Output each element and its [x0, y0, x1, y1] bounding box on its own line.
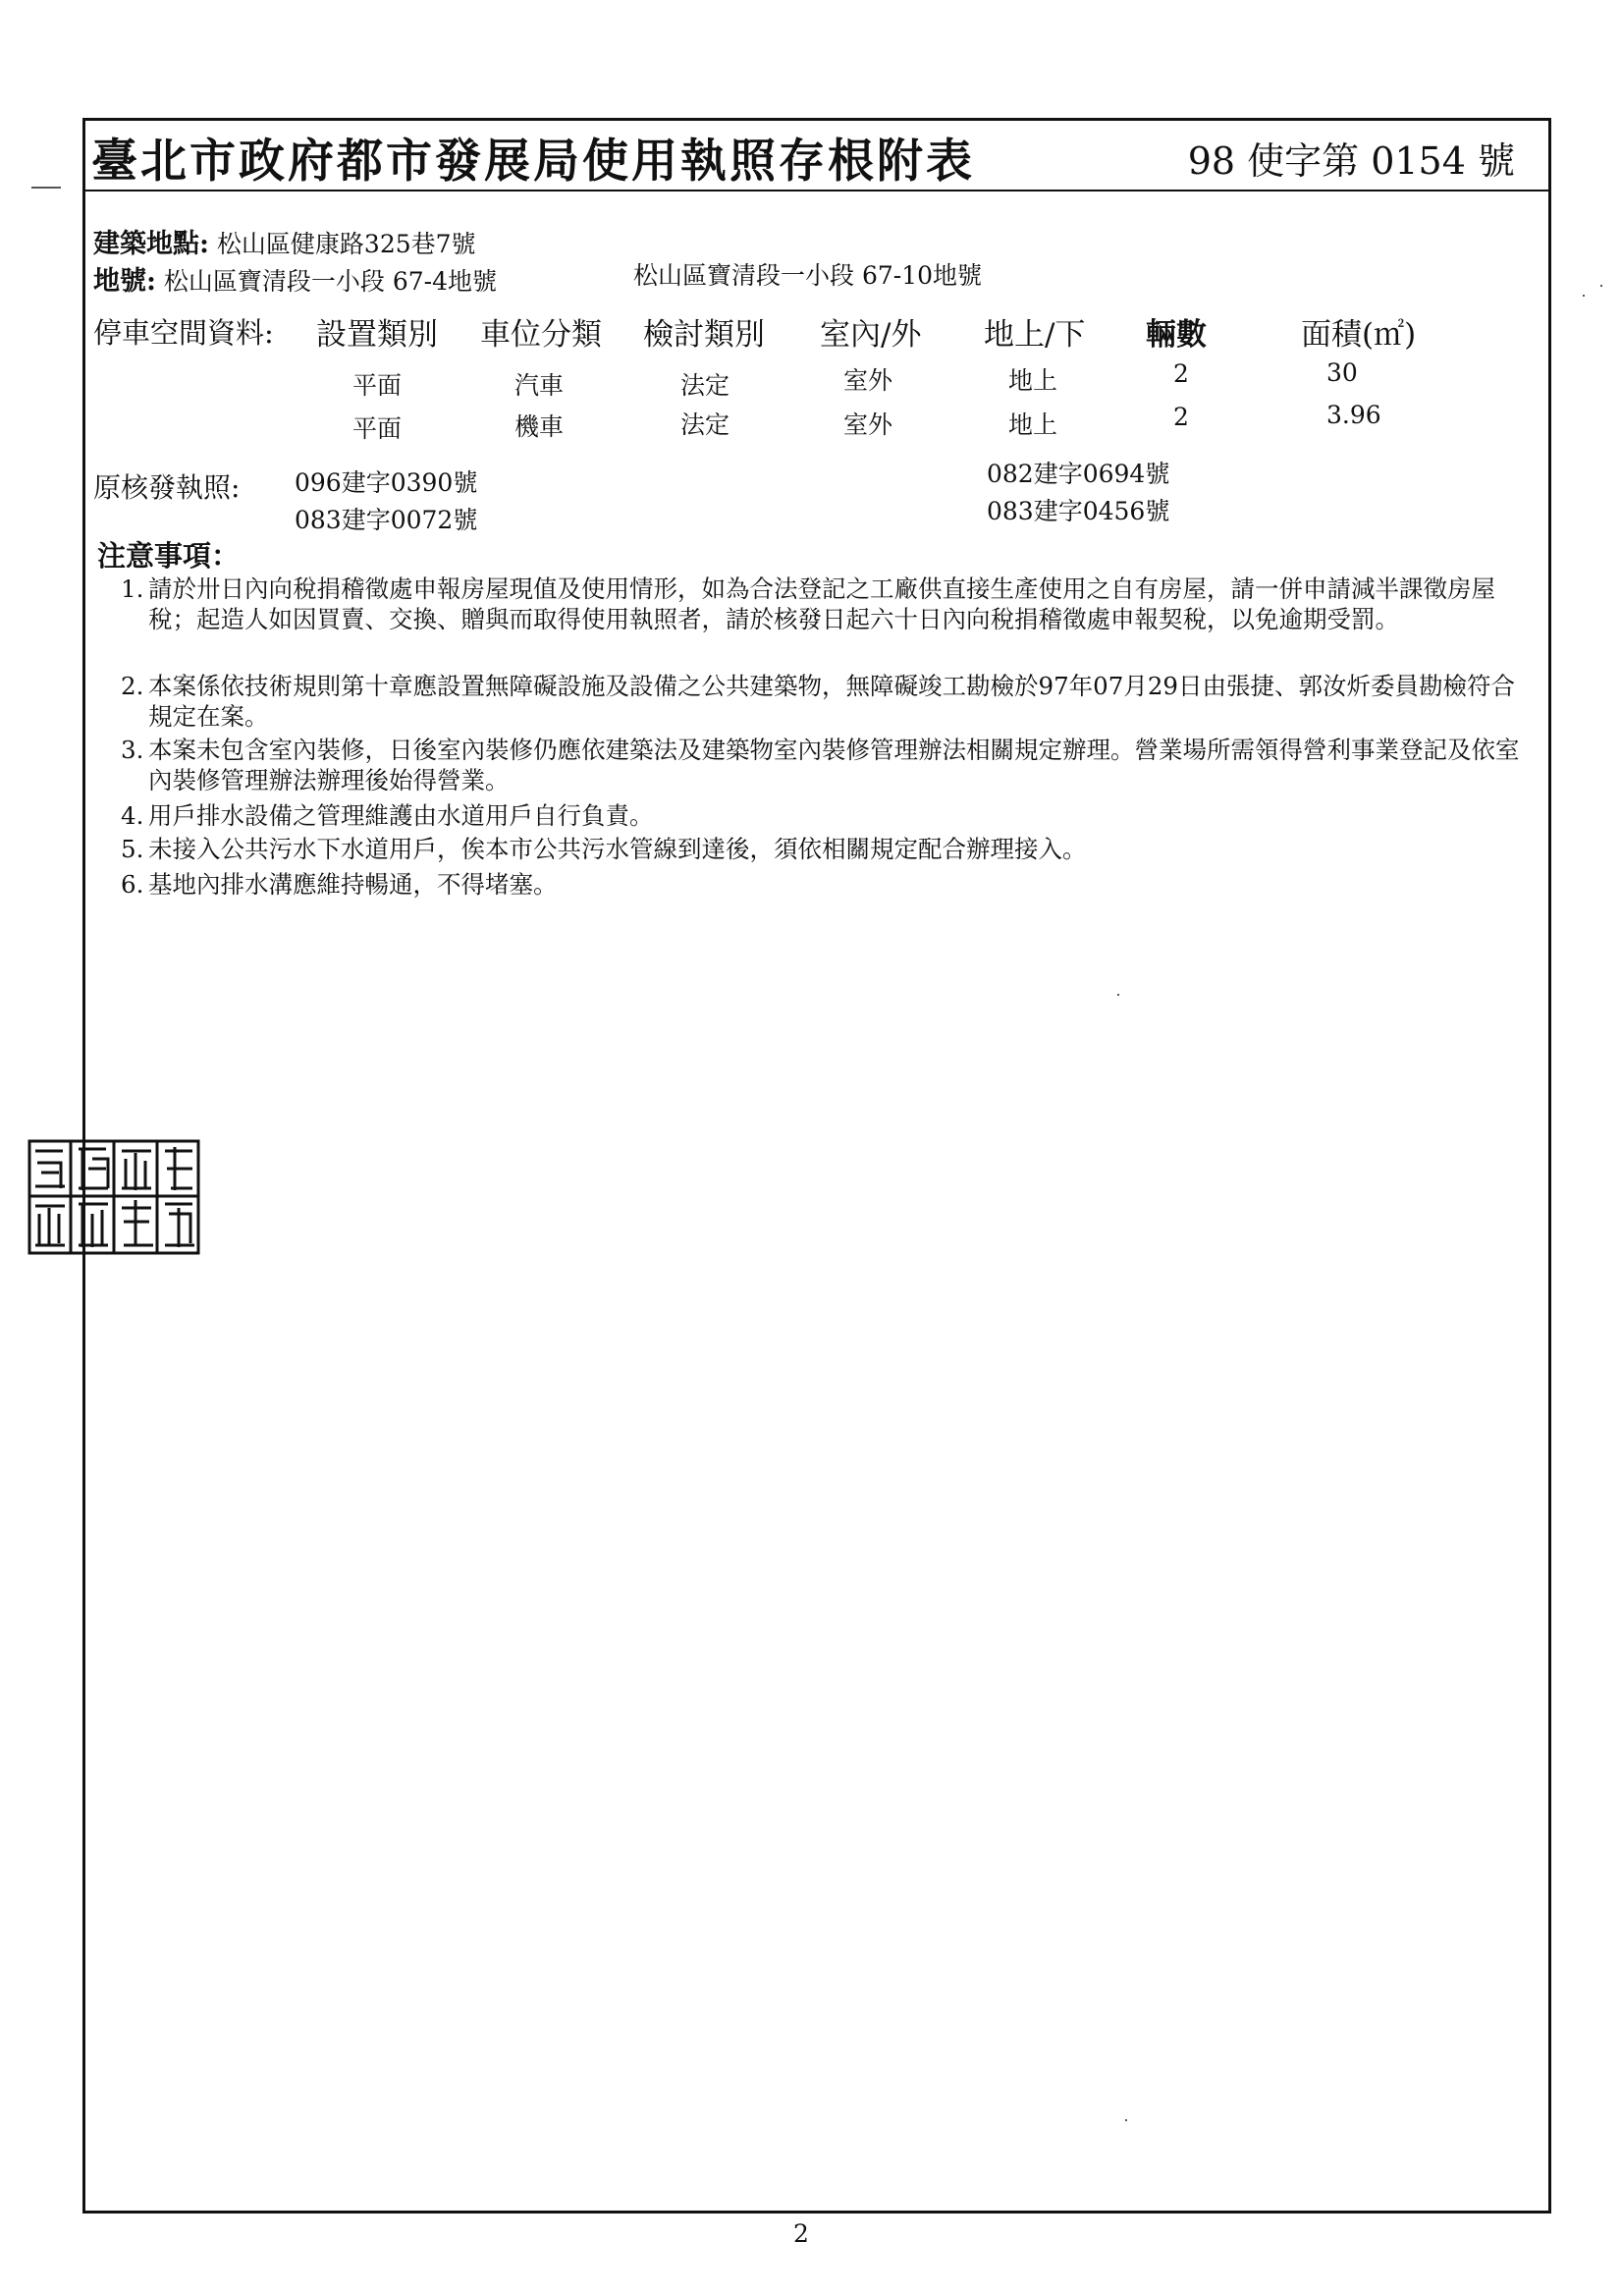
parking-cell: 法定 — [680, 371, 730, 400]
note-text: 基地內排水溝應維持暢通，不得堵塞。 — [148, 870, 558, 899]
parking-label: 停車空間資料: — [93, 316, 274, 350]
note-text: 未接入公共污水下水道用戶，俟本市公共污水管線到達後，須依相關規定配合辦理接入。 — [148, 835, 1087, 863]
note-number: 1. — [121, 574, 144, 603]
note-item — [121, 671, 1535, 732]
official-seal-stamp — [27, 1139, 200, 1255]
note-text: 本案係依技術規則第十章應設置無障礙設施及設備之公共建築物，無障礙竣工勘檢於97年07月29日由張捷、郭汝炘委員勘檢符合規定在案。 — [148, 672, 1516, 731]
parking-cell: 30 — [1326, 358, 1358, 387]
parking-cell: 機車 — [514, 412, 565, 441]
original-permit: 083建字0456號 — [987, 497, 1170, 525]
original-permit: 083建字0072號 — [295, 506, 478, 534]
scan-artifact — [1117, 994, 1119, 996]
note-item — [121, 869, 1535, 900]
lot-label: 地號: — [93, 266, 156, 297]
address-label: 建築地點: — [93, 229, 209, 259]
note-number: 4. — [121, 801, 144, 830]
parking-header: 檢討類別 — [643, 317, 765, 353]
document-frame — [82, 118, 1551, 2214]
parking-cell: 室外 — [843, 410, 893, 439]
note-item — [121, 735, 1535, 795]
note-number: 6. — [121, 870, 144, 899]
note-text: 本案未包含室內裝修，日後室內裝修仍應依建築法及建築物室內裝修管理辦法相關規定辦理。營業場所需領得營利事業登記及依室內裝修管理辦法辦理後始得營業。 — [148, 736, 1520, 794]
note-text: 用戶排水設備之管理維護由水道用戶自行負責。 — [148, 801, 654, 830]
parking-cell: 汽車 — [514, 371, 565, 400]
original-permit: 082建字0694號 — [987, 460, 1170, 488]
parking-header: 輛數 — [1146, 317, 1207, 353]
parking-cell: 3.96 — [1326, 401, 1381, 429]
parking-cell: 法定 — [680, 410, 730, 439]
scan-artifact — [1600, 285, 1602, 287]
parking-cell: 地上 — [1008, 366, 1058, 395]
address-value: 松山區健康路325巷7號 — [216, 230, 476, 258]
page-number: 2 — [793, 2219, 809, 2248]
parking-cell: 平面 — [352, 414, 403, 443]
lot-value: 松山區寶清段一小段 67-4地號 — [163, 267, 498, 296]
note-text: 請於卅日內向稅捐稽徵處申報房屋現值及使用情形，如為合法登記之工廠供直接生產使用之自有房屋，請一併申請減半課徵房屋稅；起造人如因買賣、交換、贈與而取得使用執照者，請於核發日起六十日內向稅捐稽徵處申報契稅，以免逾期受罰。 — [148, 574, 1495, 633]
document-title: 臺北市政府都市發展局使用執照存根附表 — [91, 135, 975, 189]
note-number: 5. — [121, 835, 144, 863]
lot-row — [93, 259, 497, 298]
original-permits-label: 原核發執照: — [93, 471, 241, 504]
parking-cell: 平面 — [352, 371, 403, 400]
parking-header: 設置類別 — [316, 317, 438, 353]
note-item — [121, 574, 1535, 634]
scan-artifact — [1125, 2119, 1127, 2121]
scan-artifact — [31, 187, 61, 189]
parking-header: 地上/下 — [984, 317, 1086, 353]
title-bar — [85, 121, 1548, 191]
original-permit: 096建字0390號 — [295, 468, 478, 497]
address-row — [93, 222, 476, 260]
lot-value-2: 松山區寶清段一小段 67-10地號 — [633, 261, 983, 290]
note-item — [121, 800, 1535, 831]
parking-header: 車位分類 — [480, 317, 602, 353]
parking-header: 室內/外 — [820, 317, 922, 353]
parking-cell: 2 — [1173, 359, 1189, 388]
parking-cell: 室外 — [843, 366, 893, 395]
permit-number: 98 使字第 0154 號 — [1187, 139, 1515, 183]
scan-artifact — [1583, 295, 1585, 297]
note-number: 3. — [121, 736, 144, 764]
notes-title: 注意事項： — [97, 539, 241, 573]
note-number: 2. — [121, 672, 144, 700]
parking-cell: 地上 — [1008, 410, 1058, 439]
note-item — [121, 834, 1535, 864]
parking-header: 面積(㎡) — [1301, 317, 1417, 353]
parking-cell: 2 — [1173, 403, 1189, 431]
